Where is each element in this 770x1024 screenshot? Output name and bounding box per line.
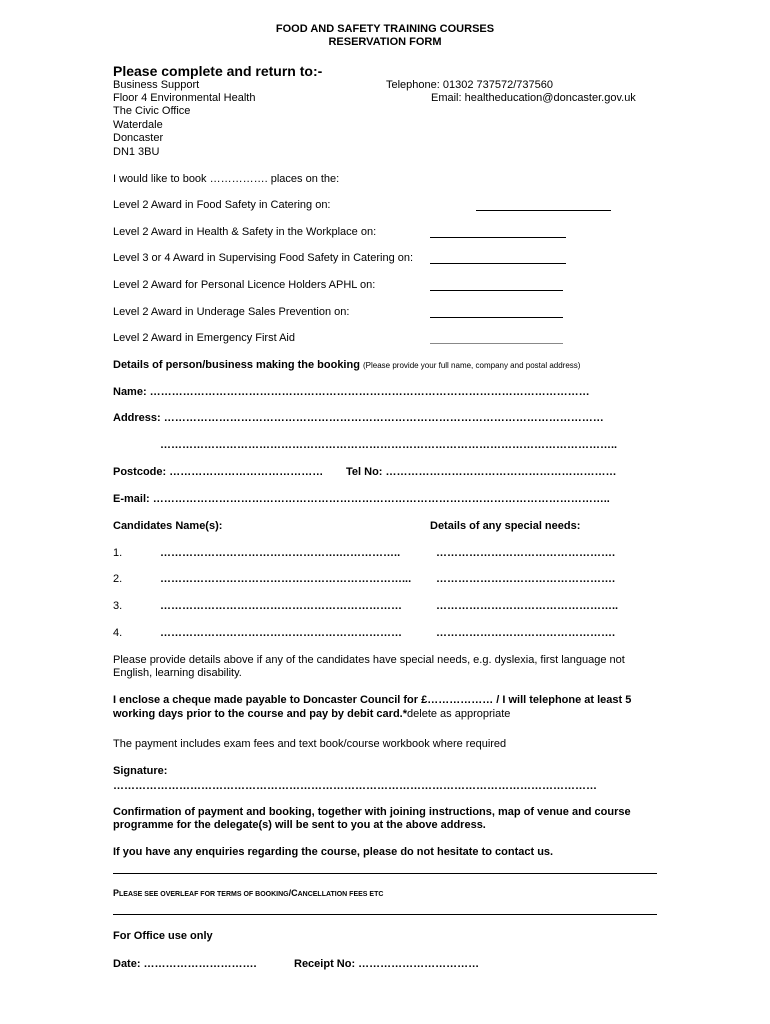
address-line-6: DN1 3BU bbox=[113, 146, 160, 158]
course-label-5: Level 2 Award in Underage Sales Prevention on: bbox=[113, 306, 350, 318]
overleaf-text-2: ANCELLATION FEES ETC bbox=[297, 891, 384, 898]
candidate-name-field-1[interactable]: ………………………………………….…………….. bbox=[160, 547, 401, 559]
telephone-text: Telephone: 01302 737572/737560 bbox=[386, 79, 553, 91]
tel-no-field[interactable]: Tel No: ……………………………………………………… bbox=[346, 466, 617, 478]
special-needs-note-line1: Please provide details above if any of the candidates have special needs, e.g. dyslexia, first language not bbox=[113, 654, 625, 666]
name-field[interactable]: Name: ………………………………………………………………………………………………………… bbox=[113, 386, 590, 398]
office-receipt-field[interactable]: Receipt No: …………………………… bbox=[294, 958, 480, 970]
form-title-line1: FOOD AND SAFETY TRAINING COURSES bbox=[275, 23, 495, 35]
candidate-name-field-4[interactable]: ………………………………………………………… bbox=[160, 627, 402, 639]
candidates-names-heading: Candidates Name(s): bbox=[113, 520, 223, 532]
course-date-field-4[interactable] bbox=[430, 290, 563, 291]
details-heading bbox=[113, 359, 580, 372]
return-to-heading: Please complete and return to:- bbox=[113, 63, 323, 79]
address-line-5: Doncaster bbox=[113, 132, 164, 144]
overleaf-notice bbox=[113, 887, 383, 901]
candidate-needs-field-4[interactable]: …………………………………………. bbox=[436, 627, 616, 639]
candidate-number-4: 4. bbox=[113, 627, 123, 639]
enquiries-text: If you have any enquiries regarding the course, please do not hesitate to contact us. bbox=[113, 846, 554, 858]
email-text: Email: healtheducation@doncaster.gov.uk bbox=[431, 92, 636, 104]
course-date-field-6[interactable] bbox=[430, 343, 563, 344]
confirmation-line1: Confirmation of payment and booking, together with joining instructions, map of venue and course bbox=[113, 806, 631, 818]
course-date-field-1[interactable] bbox=[476, 210, 611, 211]
cheque-statement-line2 bbox=[113, 708, 510, 721]
course-date-field-2[interactable] bbox=[430, 237, 566, 238]
places-line: I would like to book ……………. places on the: bbox=[113, 173, 340, 185]
candidate-needs-field-1[interactable]: …………………………………………. bbox=[436, 547, 616, 559]
divider-bottom bbox=[113, 914, 657, 915]
payment-includes-text: The payment includes exam fees and text book/course workbook where required bbox=[113, 738, 507, 750]
address-line-1: Business Support bbox=[113, 79, 200, 91]
delete-as-appropriate: delete as appropriate bbox=[407, 708, 511, 720]
address-line-2: Floor 4 Environmental Health bbox=[113, 92, 256, 104]
candidate-needs-field-3[interactable]: ………………………………………….. bbox=[436, 600, 619, 612]
course-label-2: Level 2 Award in Health & Safety in the Workplace on: bbox=[113, 226, 377, 238]
address-line-4: Waterdale bbox=[113, 119, 163, 131]
office-date-field[interactable]: Date: …………………………. bbox=[113, 958, 257, 970]
overleaf-cap-1: P bbox=[113, 888, 120, 898]
overleaf-cap-2: /C bbox=[288, 888, 298, 898]
address-field[interactable]: Address: ………………………………………………………………………………………………………… bbox=[113, 412, 604, 424]
course-label-3: Level 3 or 4 Award in Supervising Food Safety in Catering on: bbox=[113, 252, 414, 264]
details-note: (Please provide your full name, company and postal address) bbox=[363, 361, 581, 370]
office-use-heading: For Office use only bbox=[113, 930, 213, 942]
signature-label: Signature: bbox=[113, 765, 168, 777]
special-needs-note-line2: English, learning disability. bbox=[113, 667, 242, 679]
special-needs-heading: Details of any special needs: bbox=[430, 520, 581, 532]
confirmation-line2: programme for the delegate(s) will be sent to you at the above address. bbox=[113, 819, 486, 831]
candidate-number-1: 1. bbox=[113, 547, 123, 559]
course-date-field-5[interactable] bbox=[430, 317, 563, 318]
cheque-statement-bold: working days prior to the course and pay by debit card.* bbox=[113, 708, 408, 720]
details-heading-text: Details of person/business making the booking bbox=[113, 359, 360, 371]
candidate-needs-field-2[interactable]: …………………………………………. bbox=[436, 573, 616, 585]
course-label-1: Level 2 Award in Food Safety in Catering on: bbox=[113, 199, 331, 211]
address-line-3: The Civic Office bbox=[113, 105, 191, 117]
candidate-number-2: 2. bbox=[113, 573, 123, 585]
divider-top bbox=[113, 873, 657, 874]
signature-field[interactable]: …………………………………………………………………………………………………………………… bbox=[113, 780, 597, 792]
postcode-field[interactable]: Postcode: …………………………………… bbox=[113, 466, 324, 478]
course-date-field-3[interactable] bbox=[430, 263, 566, 264]
candidate-name-field-2[interactable]: …………………………………………………………... bbox=[160, 573, 412, 585]
candidate-number-3: 3. bbox=[113, 600, 123, 612]
candidate-name-field-3[interactable]: ………………………………………………………… bbox=[160, 600, 402, 612]
form-title-line2: RESERVATION FORM bbox=[328, 36, 442, 48]
address-field-line2[interactable]: …………………………………………………………………………………………………………….. bbox=[160, 439, 618, 451]
overleaf-text-1: LEASE SEE OVERLEAF FOR TERMS OF BOOKING bbox=[119, 891, 289, 898]
course-label-6: Level 2 Award in Emergency First Aid bbox=[113, 332, 295, 344]
cheque-statement-line1: I enclose a cheque made payable to Doncaster Council for £……………… / I will telephone at least 5 bbox=[113, 694, 632, 706]
email-field[interactable]: E-mail: …………………………………………………………………………………………………………….. bbox=[113, 493, 610, 505]
course-label-4: Level 2 Award for Personal Licence Holders APHL on: bbox=[113, 279, 376, 291]
